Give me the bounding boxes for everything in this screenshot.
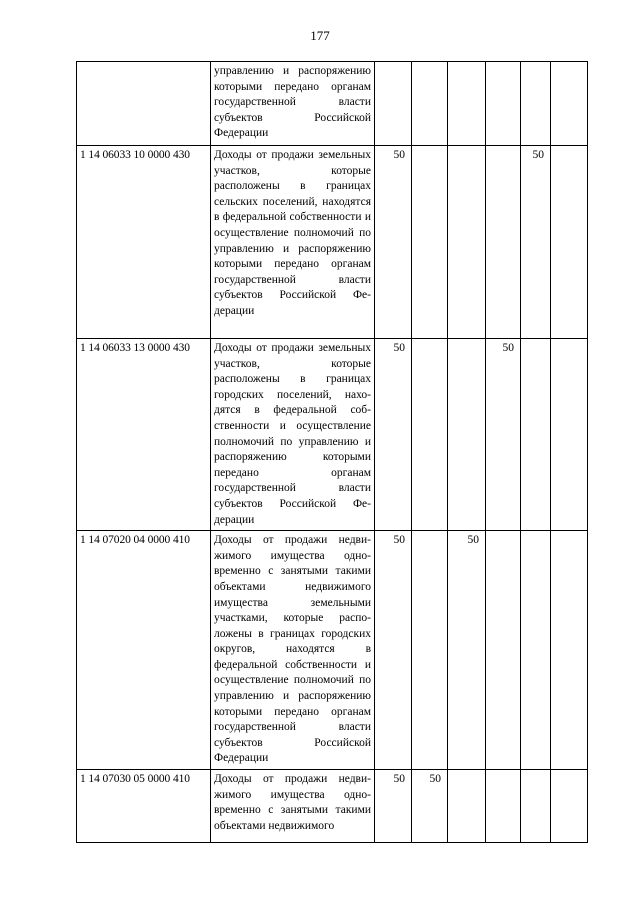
value-cell [486, 770, 521, 843]
value-cell [521, 62, 551, 146]
value-cell [486, 146, 521, 339]
income-code-cell [77, 62, 211, 146]
page-number: 177 [310, 28, 330, 43]
table-row [77, 770, 588, 843]
value-cell: 50 [486, 339, 521, 531]
value-cell [412, 146, 448, 339]
value-cell [412, 62, 448, 146]
value-cell [486, 62, 521, 146]
table-row [77, 339, 588, 531]
income-code-cell: 1 14 06033 13 0000 430 [77, 339, 211, 531]
value-cell [551, 62, 588, 146]
income-code-cell: 1 14 06033 10 0000 430 [77, 146, 211, 339]
budget-table [76, 61, 588, 843]
value-cell [486, 531, 521, 770]
value-cell [551, 770, 588, 843]
value-cell: 50 [375, 770, 412, 843]
table-row [77, 146, 588, 339]
income-code-cell: 1 14 07020 04 0000 410 [77, 531, 211, 770]
value-cell: 50 [412, 770, 448, 843]
income-description-cell: Доходы от продажи недвижимого имущества одновременно с занятыми такими объектами недвижимого [211, 770, 375, 843]
value-cell [521, 770, 551, 843]
value-cell: 50 [448, 531, 486, 770]
income-description-cell: Доходы от продажи земельных участков, которые расположены в границах городских поселений, находятся в федеральной собственности и осуществление полномочий по управлению и распоряжению которыми передано органам государственной власти субъектов Российской Федерации [211, 339, 375, 531]
value-cell [448, 146, 486, 339]
value-cell [412, 339, 448, 531]
income-description-cell: Доходы от продажи земельных участков, которые расположены в границах сельских поселений, находятся в федеральной собственности и осуществление полномочий по управлению и распоряжению которыми передано органам государственной власти субъектов Российской Федерации [211, 146, 375, 339]
value-cell [412, 531, 448, 770]
income-description-cell: Доходы от продажи недвижимого имущества одновременно с занятыми такими объектами недвижимого имущества земельными участками, которые расположены в границах городских округов, находятся в федеральной собственности и осуществление полномочий по управлению и распоряжению которыми передано органам государственной власти субъектов Российской Федерации [211, 531, 375, 770]
value-cell: 50 [375, 531, 412, 770]
income-code-cell: 1 14 07030 05 0000 410 [77, 770, 211, 843]
value-cell [448, 339, 486, 531]
value-cell [375, 62, 412, 146]
value-cell: 50 [375, 339, 412, 531]
value-cell: 50 [521, 146, 551, 339]
value-cell [448, 770, 486, 843]
value-cell [551, 531, 588, 770]
table-row [77, 531, 588, 770]
value-cell [551, 146, 588, 339]
value-cell [448, 62, 486, 146]
table-row [77, 62, 588, 146]
income-description-cell: управлению и распоряжению которыми передано органам государственной власти субъектов Российской Федерации [211, 62, 375, 146]
value-cell [521, 531, 551, 770]
value-cell [521, 339, 551, 531]
value-cell [551, 339, 588, 531]
value-cell: 50 [375, 146, 412, 339]
